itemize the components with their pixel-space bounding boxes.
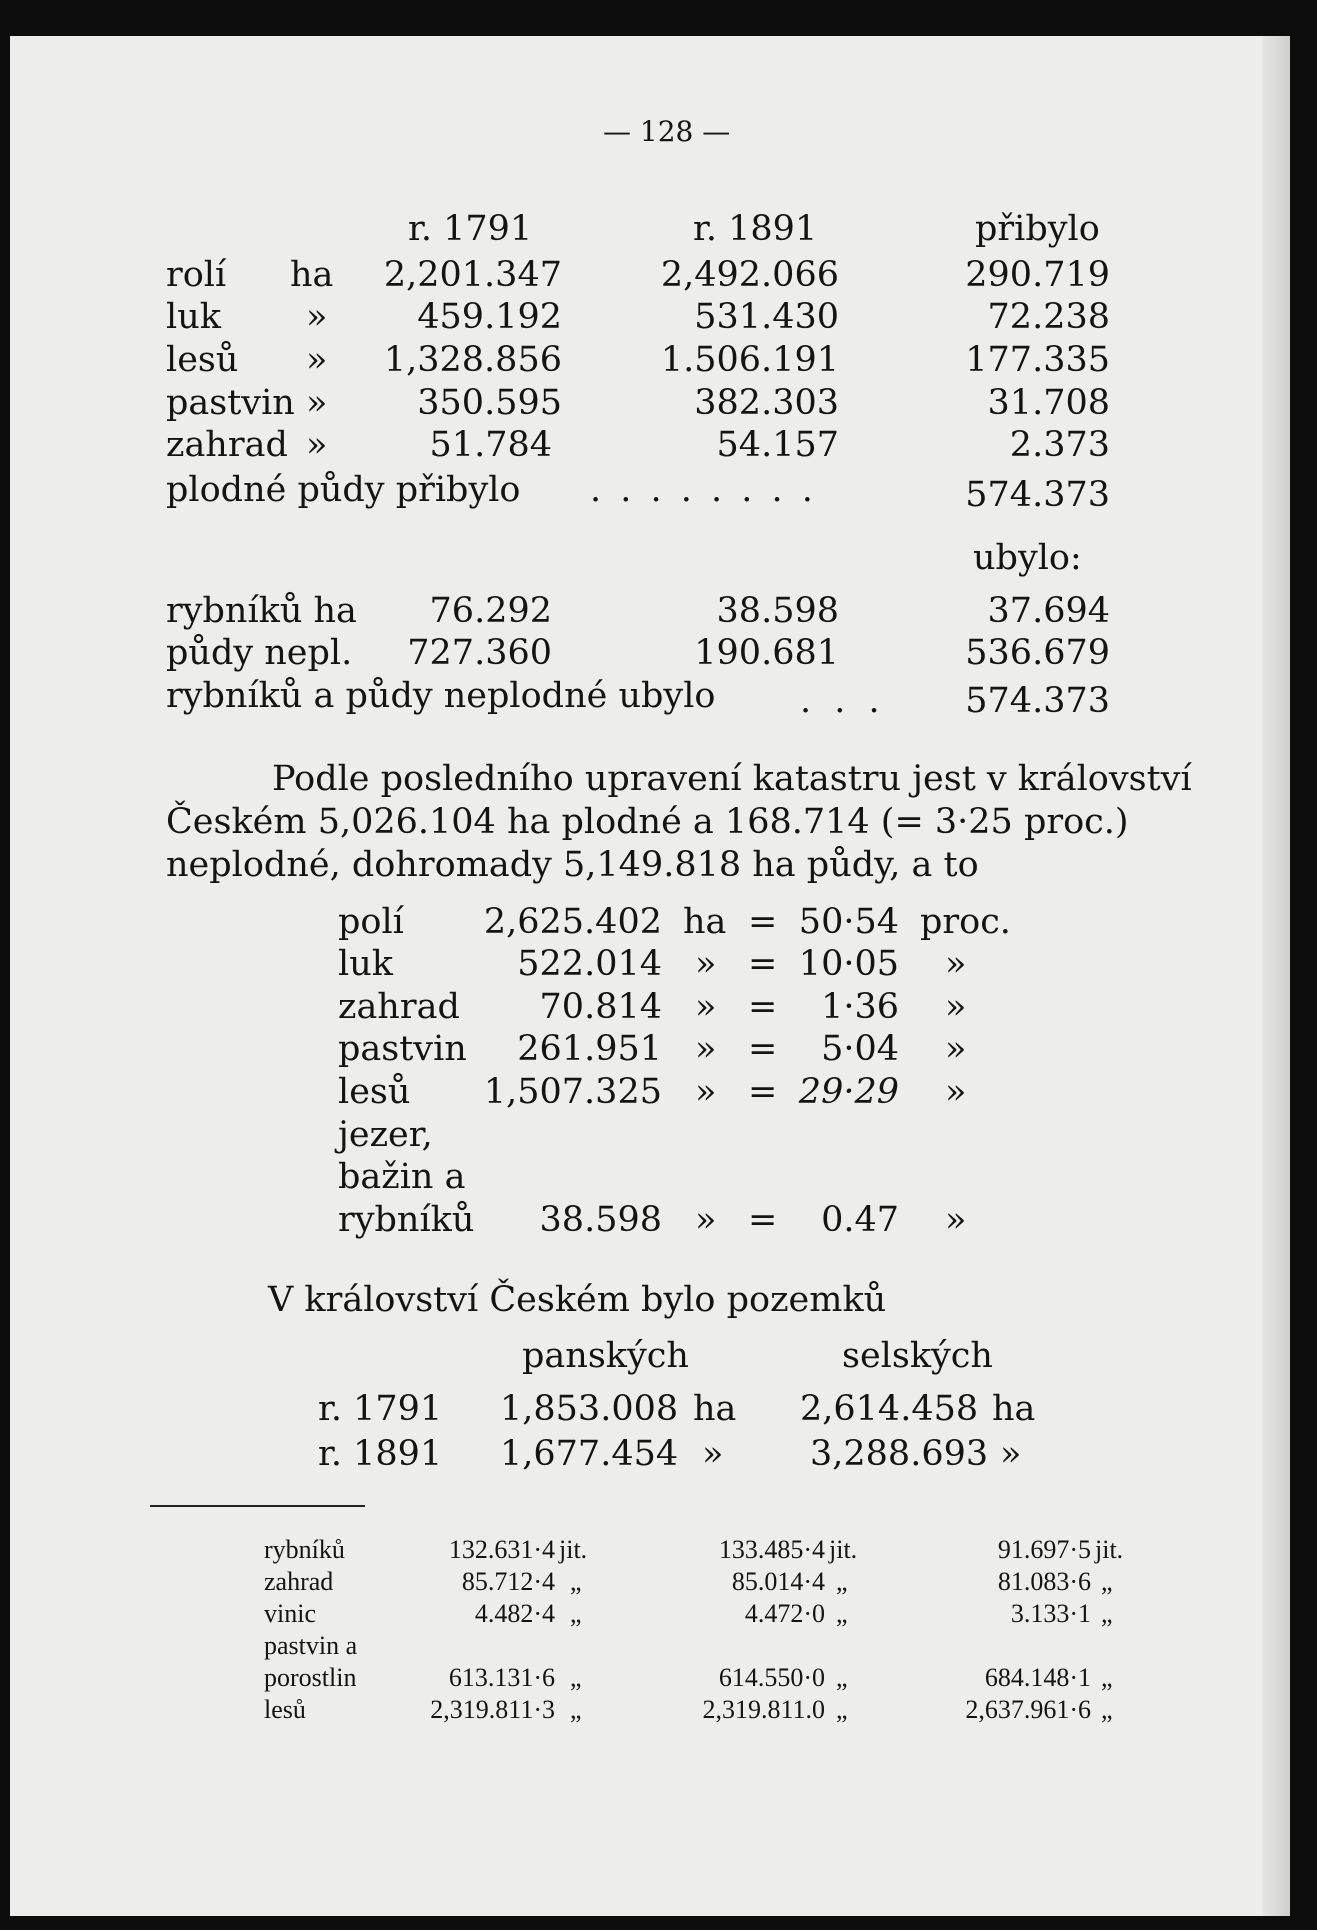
- value-diff: 290.719: [965, 255, 1110, 295]
- paragraph-line: Podle posledního upravení katastru jest v království: [272, 759, 1192, 799]
- footnote-value: 614.550·0: [718, 1663, 825, 1692]
- footnote-value: 3.133·1: [1010, 1599, 1091, 1628]
- row-unit: »: [695, 1029, 717, 1069]
- footnote-value: 132.631·4: [448, 1535, 555, 1564]
- row-suffix: »: [945, 1200, 967, 1240]
- row-value: 70.814: [539, 987, 662, 1027]
- footnote-value: 613.131·6: [448, 1663, 555, 1692]
- row-label: lesů: [166, 340, 239, 380]
- footnote-value: 91.697·5: [997, 1535, 1091, 1564]
- row-value: 261.951: [517, 1029, 662, 1069]
- row-suffix: »: [945, 987, 967, 1027]
- pansky-value: 1,677.454: [500, 1434, 679, 1474]
- footnote-unit: „: [570, 1663, 582, 1692]
- value-1891: 1.506.191: [660, 340, 839, 380]
- row-label: bažin a: [338, 1157, 466, 1197]
- footnote-label: vinic: [264, 1599, 316, 1628]
- value-1891: 2,492.066: [660, 255, 839, 295]
- row-unit: »: [306, 425, 328, 465]
- value-diff: 37.694: [987, 591, 1110, 631]
- footnote-unit: „: [836, 1567, 848, 1596]
- footnote-value: 81.083·6: [997, 1567, 1091, 1596]
- row-label: lesů: [338, 1072, 411, 1112]
- value-1791: 727.360: [407, 633, 552, 673]
- footnote-value: 2,319.811.0: [702, 1695, 825, 1724]
- row-value: 2,625.402: [483, 902, 662, 942]
- leader-dots: . . . . . . . .: [590, 470, 817, 510]
- row-value: 38.598: [539, 1200, 662, 1240]
- row-label: zahrad: [166, 425, 288, 465]
- footnote-value: 133.485·4: [718, 1535, 825, 1564]
- pansky-value: 1,853.008: [500, 1389, 679, 1429]
- row-label: pastvin: [338, 1029, 467, 1069]
- row-unit: »: [306, 297, 328, 337]
- row-label: rybníků ha: [166, 591, 357, 631]
- equals-sign: =: [748, 902, 778, 942]
- value-1791: 1,328.856: [383, 340, 562, 380]
- row-percent: 50·54: [798, 902, 899, 942]
- footnote-unit: „: [836, 1695, 848, 1724]
- selsky-value: 3,288.693: [810, 1434, 989, 1474]
- row-label: půdy nepl.: [166, 633, 353, 673]
- footnote-value: 2,319.811·3: [430, 1695, 555, 1724]
- row-unit: »: [695, 1200, 717, 1240]
- header-increase: přibylo: [975, 209, 1100, 249]
- value-1891: 531.430: [694, 297, 839, 337]
- row-value: 522.014: [517, 944, 662, 984]
- value-1791: 350.595: [417, 383, 562, 423]
- equals-sign: =: [748, 1200, 778, 1240]
- footnote-unit: „: [1101, 1599, 1113, 1628]
- value-diff: 72.238: [987, 297, 1110, 337]
- equals-sign: =: [748, 987, 778, 1027]
- value-1791: 51.784: [429, 425, 552, 465]
- row-year: r. 1891: [318, 1434, 443, 1474]
- row-label: luk: [338, 944, 393, 984]
- row-unit: »: [306, 340, 328, 380]
- row-unit: ha: [683, 902, 727, 942]
- footnote-value: 4.482·4: [474, 1599, 555, 1628]
- equals-sign: =: [748, 1072, 778, 1112]
- value-1791: 2,201.347: [383, 255, 562, 295]
- footnote-value: 85.014·4: [731, 1567, 825, 1596]
- row-label: rybníků: [338, 1200, 475, 1240]
- footnote-unit: „: [570, 1567, 582, 1596]
- row-percent: 1·36: [821, 987, 899, 1027]
- value-diff: 31.708: [987, 383, 1110, 423]
- row-label: jezer,: [338, 1115, 433, 1155]
- footnote-unit: „: [1101, 1663, 1113, 1692]
- paragraph-line: V království Českém bylo pozemků: [268, 1280, 887, 1320]
- footnote-value: 684.148·1: [984, 1663, 1091, 1692]
- equals-sign: =: [748, 944, 778, 984]
- total-increase-value: 574.373: [965, 475, 1110, 515]
- row-suffix: proc.: [920, 902, 1011, 942]
- value-1791: 459.192: [417, 297, 562, 337]
- total-decrease-value: 574.373: [965, 681, 1110, 721]
- row-label: zahrad: [338, 987, 460, 1027]
- paragraph-line: neplodné, dohromady 5,149.818 ha půdy, a to: [166, 845, 979, 885]
- row-label: polí: [338, 902, 404, 942]
- footnote-unit: „: [1101, 1567, 1113, 1596]
- row-suffix: »: [945, 944, 967, 984]
- header-1791: r. 1791: [408, 209, 533, 249]
- footnote-unit: „: [836, 1663, 848, 1692]
- row-percent: 5·04: [821, 1029, 899, 1069]
- footnote-unit: jit.: [1095, 1535, 1124, 1564]
- footnote-value: 2,637.961·6: [965, 1695, 1091, 1724]
- header-1891: r. 1891: [693, 209, 818, 249]
- value-diff: 177.335: [965, 340, 1110, 380]
- row-suffix: »: [945, 1029, 967, 1069]
- value-diff: 536.679: [965, 633, 1110, 673]
- row-percent: 10·05: [798, 944, 899, 984]
- row-label: luk: [166, 297, 221, 337]
- footnote-unit: jit.: [829, 1535, 858, 1564]
- footnote-value: 4.472·0: [744, 1599, 825, 1628]
- page-number: — 128 —: [603, 115, 731, 148]
- value-1791: 76.292: [429, 591, 552, 631]
- footnote-unit: „: [1101, 1695, 1113, 1724]
- footnote-unit: „: [836, 1599, 848, 1628]
- row-label: rolí: [166, 255, 227, 295]
- decrease-header: ubylo:: [973, 538, 1082, 578]
- footnote-value: 85.712·4: [461, 1567, 555, 1596]
- footnote-rule: [150, 1505, 365, 1507]
- pansky-unit: ha: [693, 1389, 737, 1429]
- row-value: 1,507.325: [483, 1072, 662, 1112]
- paragraph-line: Českém 5,026.104 ha plodné a 168.714 (= 3·25 proc.): [166, 802, 1129, 842]
- row-unit: »: [695, 944, 717, 984]
- row-year: r. 1791: [318, 1389, 443, 1429]
- selsky-unit: ha: [992, 1389, 1036, 1429]
- row-label: pastvin: [166, 383, 295, 423]
- footnote-label: pastvin a: [264, 1631, 358, 1660]
- value-1891: 382.303: [694, 383, 839, 423]
- row-unit: ha: [290, 255, 334, 295]
- value-1891: 38.598: [716, 591, 839, 631]
- total-decrease-label: rybníků a půdy neplodné ubylo: [166, 676, 716, 716]
- footnote-unit: „: [570, 1695, 582, 1724]
- row-unit: »: [695, 1072, 717, 1112]
- value-1891: 54.157: [716, 425, 839, 465]
- equals-sign: =: [748, 1029, 778, 1069]
- row-unit: »: [695, 987, 717, 1027]
- total-increase-label: plodné půdy přibylo: [166, 470, 521, 510]
- footnote-unit: jit.: [559, 1535, 588, 1564]
- header-pansky: panských: [522, 1336, 689, 1376]
- row-percent: 0.47: [821, 1200, 899, 1240]
- footnote-label: porostlin: [264, 1663, 357, 1692]
- value-diff: 2.373: [1009, 425, 1110, 465]
- footnote-label: rybníků: [264, 1535, 345, 1564]
- footnote-unit: „: [570, 1599, 582, 1628]
- footnote-label: zahrad: [264, 1567, 334, 1596]
- row-percent: 29·29: [798, 1072, 899, 1112]
- header-selsky: selských: [842, 1336, 993, 1376]
- pansky-unit: »: [702, 1434, 724, 1474]
- footnote-label: lesů: [264, 1695, 306, 1724]
- row-suffix: »: [945, 1072, 967, 1112]
- row-unit: »: [306, 383, 328, 423]
- selsky-value: 2,614.458: [800, 1389, 979, 1429]
- leader-dots: . . .: [800, 681, 886, 721]
- selsky-unit: »: [1000, 1434, 1022, 1474]
- value-1891: 190.681: [694, 633, 839, 673]
